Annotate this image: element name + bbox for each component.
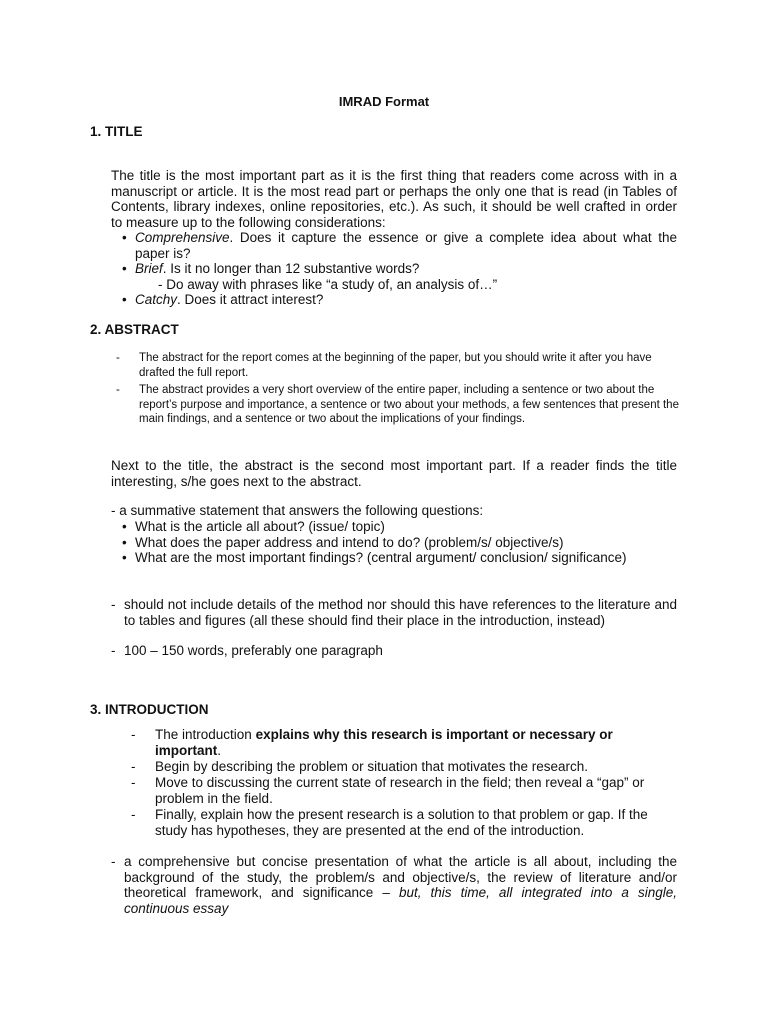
abstract-notes-list (116, 351, 686, 427)
bullet-text: What is the article all about? (issue/ topic) (135, 519, 385, 534)
dash-marker: - (116, 384, 120, 396)
section-heading-introduction: 3. INTRODUCTION (90, 702, 209, 717)
abstract-notes (111, 597, 677, 659)
bullet-text: . Is it no longer than 12 substantive words? (162, 261, 420, 276)
list-item (131, 727, 677, 759)
section-heading-title: 1. TITLE (90, 124, 143, 139)
bullet-icon: • (122, 261, 127, 276)
dash-marker: - (131, 759, 136, 774)
bullet-text: What are the most important findings? (central argument/ conclusion/ significance) (135, 550, 627, 565)
list-item-text: Finally, explain how the present research is a solution to that problem or gap. If the study has hypotheses, they are presented at the end of the introduction. (155, 807, 648, 838)
bullet-term: Catchy (135, 292, 178, 307)
list-item (111, 597, 677, 628)
list-item (111, 643, 677, 659)
list-item (131, 807, 677, 839)
list-item (121, 261, 677, 277)
dash-marker: - (131, 775, 136, 790)
abstract-summative: - a summative statement that answers the following questions: (111, 503, 484, 518)
list-item (121, 550, 677, 566)
list-item (116, 351, 686, 380)
introduction-summary (111, 854, 677, 916)
bullet-text: What does the paper address and intend to do? (problem/s/ objective/s) (135, 534, 564, 550)
section-heading-abstract: 2. ABSTRACT (90, 322, 179, 337)
list-item (131, 759, 677, 775)
abstract-paragraph: Next to the title, the abstract is the second most important part. If a reader finds the title interesting, s/he goes next to the abstract. (111, 458, 677, 489)
bullet-icon: • (122, 230, 127, 245)
bullet-icon: • (122, 292, 127, 307)
bullet-text: . Does it capture the essence or give a complete idea about what the paper is? (135, 230, 677, 261)
list-item (121, 230, 677, 261)
list-item-text: The introduction (155, 727, 256, 742)
bullet-icon: • (122, 550, 127, 565)
list-item-text: The abstract for the report comes at the beginning of the paper, but you should write it after you have drafted the full report. (139, 352, 652, 379)
bullet-text: . Does it attract interest? (177, 292, 324, 307)
list-item-italic-text: but, this time, all integrated into a single, continuous essay (124, 885, 677, 916)
introduction-list (131, 727, 677, 839)
list-item-text: The abstract provides a very short overview of the entire paper, including a sentence or two about the report’s purpose and importance, a sentence or two about your methods, a few sentences that present the main findings, and a sentence or two about the implications of your findings. (139, 384, 679, 425)
dash-marker: - (111, 597, 116, 612)
list-item (111, 854, 677, 916)
abstract-questions-list (121, 519, 677, 566)
sub-dash-item: - Do away with phrases like “a study of, an analysis of…” (158, 276, 498, 292)
bullet-icon: • (122, 519, 127, 534)
list-item (131, 775, 677, 807)
list-item-text: Move to discussing the current state of research in the field; then reveal a “gap” or problem in the field. (155, 775, 645, 806)
list-item-text: should not include details of the method nor should this have references to the literature and to tables and figures (all these should find their place in the introduction, instead) (124, 597, 677, 628)
list-item (121, 519, 677, 535)
list-item-text: . (217, 743, 222, 758)
dash-marker: - (131, 727, 136, 742)
list-item (116, 383, 686, 427)
bullet-term: Comprehensive (135, 230, 230, 245)
list-item-text: a comprehensive but concise presentation of what the article is all about, including the background of the study, the problem/s and objective/s, the review of literature and/or theoretical framework, and significance – (124, 854, 677, 900)
list-item (121, 535, 677, 551)
bullet-term: Brief (135, 261, 163, 276)
bullet-icon: • (122, 534, 127, 550)
list-item-bold-text: explains why this research is important or necessary or important (155, 727, 613, 758)
dash-marker: - (111, 643, 116, 658)
list-item-text: Begin by describing the problem or situation that motivates the research. (155, 759, 588, 774)
list-item-text: 100 – 150 words, preferably one paragraph (124, 643, 383, 658)
list-item (121, 292, 677, 308)
title-paragraph: The title is the most important part as it is the first thing that readers come across with in a manuscript or article. It is the most read part or perhaps the only one that is read (in Tables of Contents, library indexes, online repositories, etc.). As such, it should be well crafted in order to measure up to the following considerations: (111, 168, 677, 230)
title-considerations-list (121, 230, 677, 308)
document-title: IMRAD Format (338, 94, 430, 109)
dash-marker: - (131, 807, 136, 822)
dash-marker: - (116, 352, 120, 364)
dash-marker: - (111, 854, 116, 869)
